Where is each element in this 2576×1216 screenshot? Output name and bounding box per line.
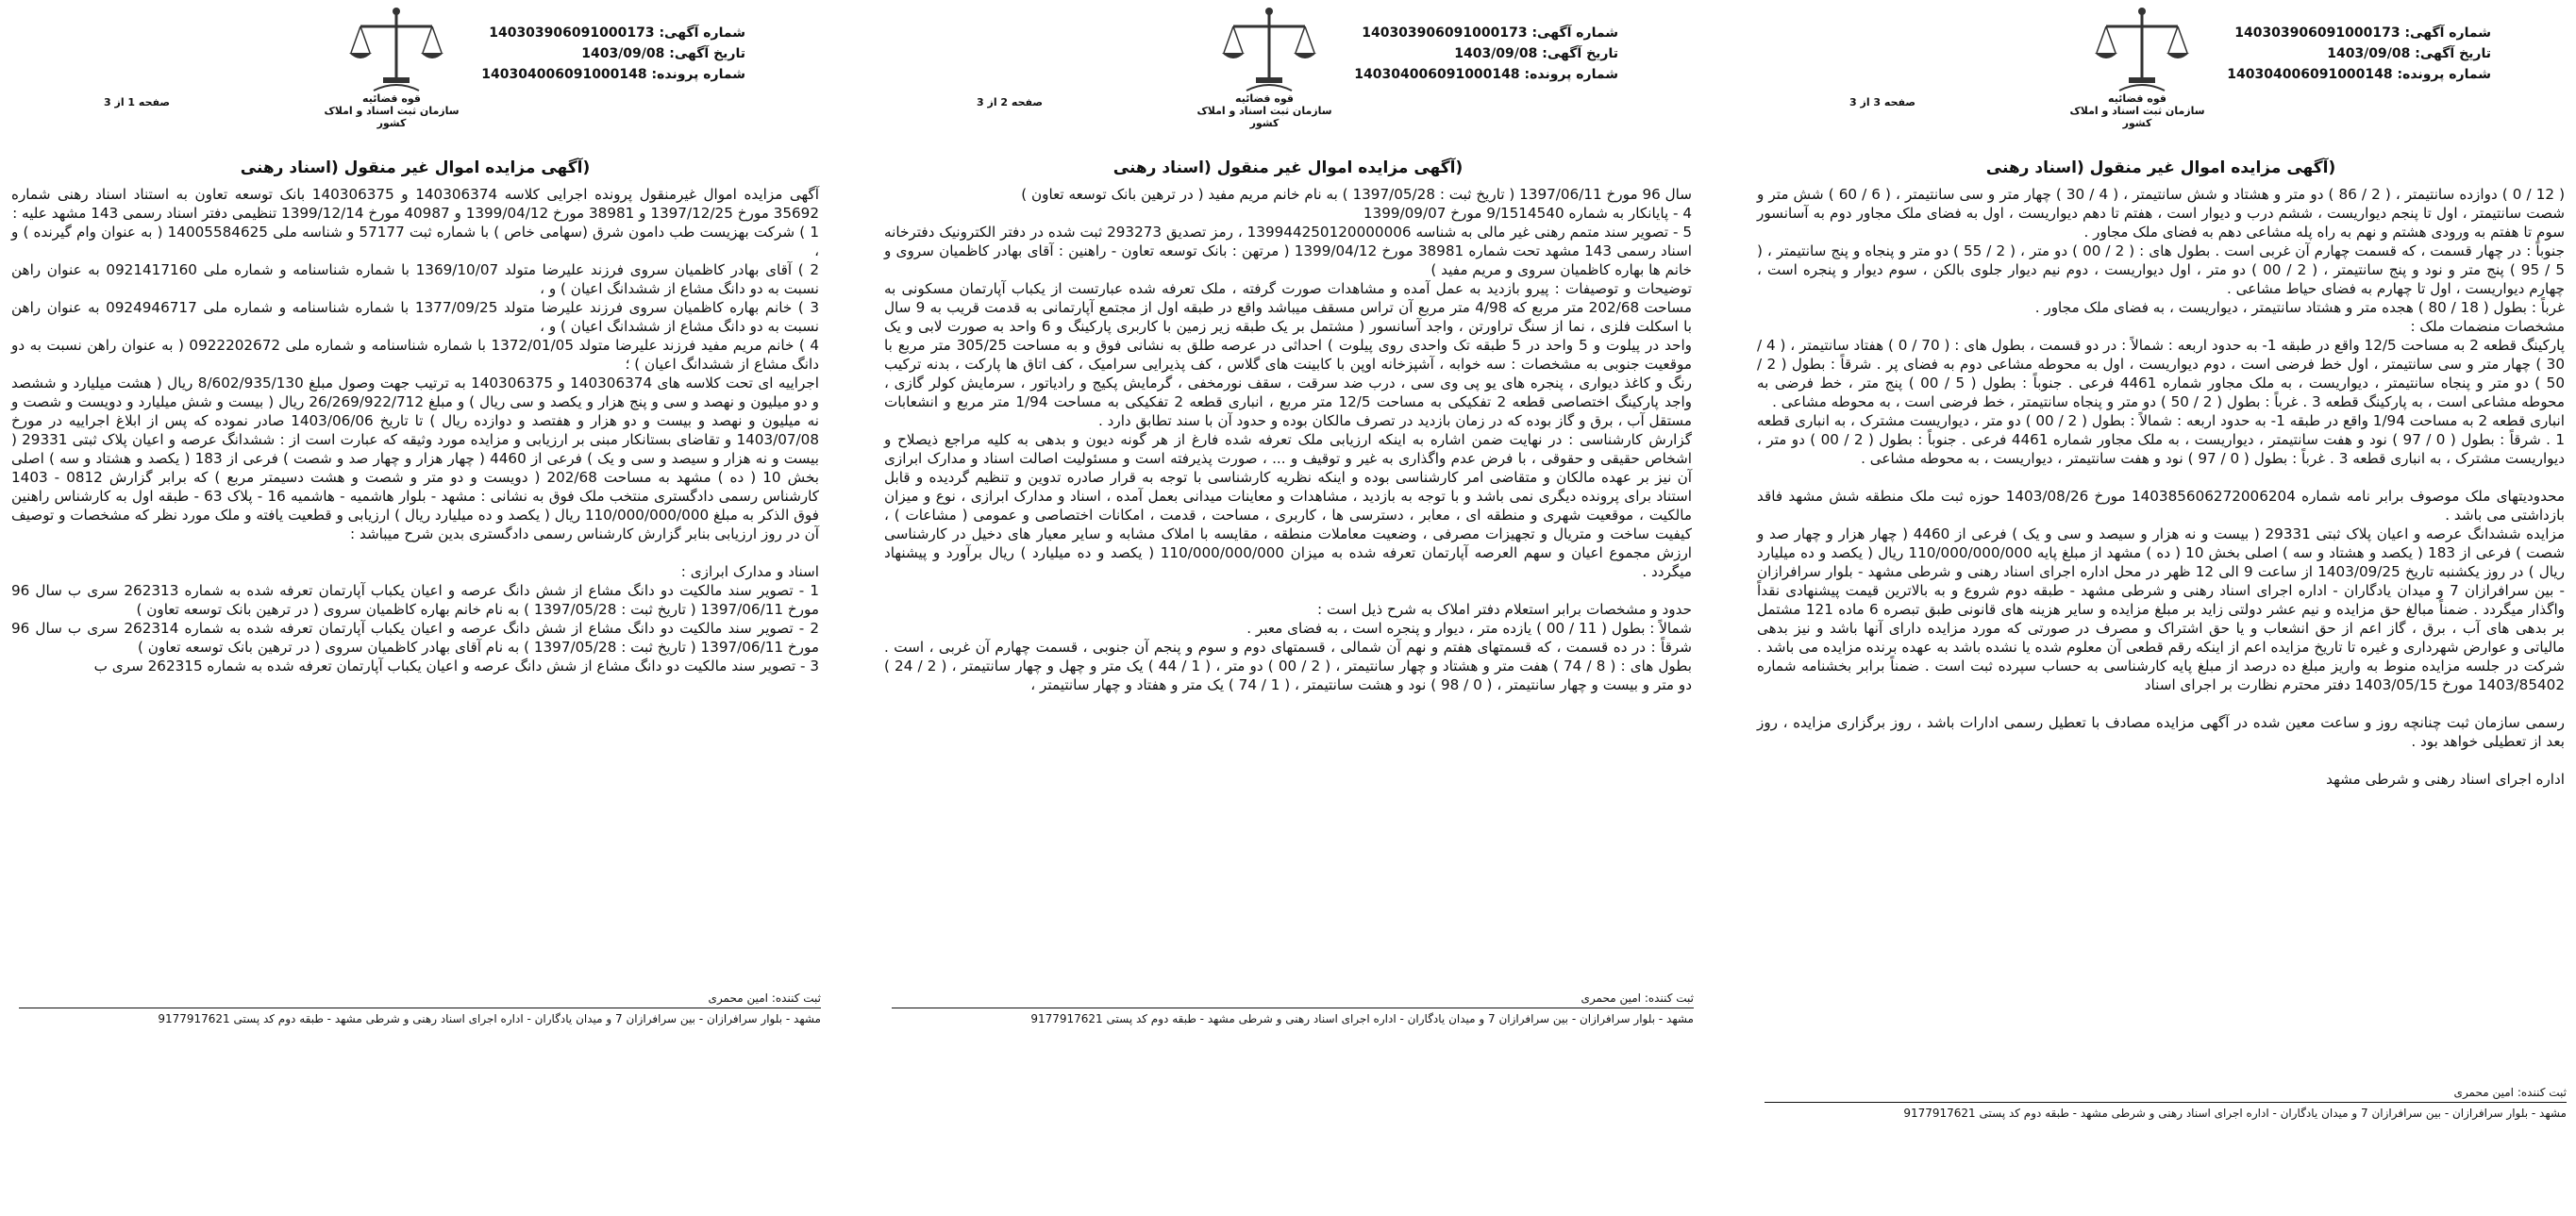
- page-number: صفحه 1 از 3: [104, 96, 171, 108]
- footer-address: مشهد - بلوار سرافرازان - بین سرافرازان 7 و میدان یادگاران - اداره اجرای اسناد رهنی و شرطی مشهد - طبقه دوم کد پستی 9177917621: [158, 1012, 821, 1025]
- org-name: قوه قضائیه سازمان ثبت اسناد و املاک کشور: [2069, 92, 2205, 129]
- paragraph: 1 ) شرکت بهزیست طب دامون شرق (سهامی خاص ) با شماره ثبت 57177 و شناسه ملی 14005584625 ( به عنوان وام گیرنده ) و ،: [11, 224, 819, 259]
- paragraph: 4 ) خانم مریم مفید فرزند علیرضا متولد 1372/01/05 با شماره شناسنامه و شماره ملی 0922202672 ( به عنوان راهن نسبت به دو دانگ مشاع از ششدانگ اعیان ) ؛: [11, 337, 819, 373]
- file-number-label: شماره پرونده:: [1524, 67, 1618, 82]
- paragraph: رسمی سازمان ثبت چنانچه روز و ساعت معین شده در آگهی مزایده مصادف با تعطیل رسمی ادارات باشد ، روز برگزاری مزایده ، روز بعد از تعطیلی خواهد بود .: [1757, 714, 2565, 750]
- paragraph: 2 - تصویر سند مالکیت دو دانگ مشاع از شش دانگ عرصه و اعیان یکباب آپارتمان تعرفه شده به شماره 262314 سری ب سال 96 مورخ 1397/06/11 ( تاریخ ثبت : 1397/05/28 ) به نام آقای بهادر کاظمیان سروی ( در ترهین بانک توسعه تعاون ): [11, 620, 819, 656]
- notice-date: 1403/09/08: [1454, 46, 1538, 61]
- paragraph: 3 - تصویر سند مالکیت دو دانگ مشاع از شش دانگ عرصه و اعیان یکباب آپارتمان تعرفه شده به شماره 262315 سری ب: [93, 658, 819, 675]
- signer: ثبت کننده: امین محمری: [2453, 1086, 2567, 1099]
- paragraph: سال 96 مورخ 1397/06/11 ( تاریخ ثبت : 1397/05/28 ) به نام خانم مریم مفید ( در ترهین بانک توسعه تعاون ): [1021, 186, 1692, 203]
- notice-body: [11, 185, 819, 675]
- signer-name: امین محمری: [2453, 1086, 2515, 1099]
- notice-date: 1403/09/08: [581, 46, 665, 61]
- page-header: [1746, 0, 2576, 142]
- notice-title: (آگهی مزایده اموال غیر منقول (اسناد رهنی: [1985, 158, 2336, 177]
- notice-number: 140303906091000173: [1362, 25, 1528, 41]
- paragraph: شمالاً : بطول ( 11 / 00 ) یازده متر ، دیوار و پنجره است ، به فضای معبر .: [1246, 620, 1692, 637]
- page-number: صفحه 2 از 3: [977, 96, 1044, 108]
- notice-page-2: [873, 0, 1703, 1216]
- notice-number-label: شماره آگهی:: [659, 25, 745, 41]
- page-header: [0, 0, 830, 142]
- signer: ثبت کننده: امین محمری: [708, 991, 821, 1005]
- page-number: صفحه 3 از 3: [1849, 96, 1916, 108]
- footer-divider: [1765, 1102, 2567, 1103]
- paragraph: اجراییه ای تحت کلاسه های 140306374 و 140306375 به ترتیب جهت وصول مبلغ 8/602/935/130 ریال ( هشت میلیارد و ششصد و دو میلیون و نهصد و سی و پنج هزار و یکصد و سی ریال ) و مبلغ 26/269/922/712 ریال ( بیست و شش میلیارد و دویست و شصت و نه میلیون و نهصد و بیست و دو هزار و هفتصد و دوازده ریال ) تا تاریخ 1403/06/06 صادر نموده که پس از ابلاغ اجراییه در مورخ 1403/07/08 و تقاضای بستانکار مبنی بر ارزیابی و مزایده مورد وثیقه که عبارت است از : ششدانگ عرصه و اعیان پلاک ثبتی 29331 ( بیست و نه هزار و سیصد و سی و یک ) فرعی از 4460 ( چهار هزار و چهار صد و شصت ) فرعی از 183 ( یکصد و هشتاد و سه ) اصلی بخش 10 ( ده ) مشهد به مساحت 202/68 ( دویست و دو متر و شصت و هشت دسیمتر مربع ) که برابر گزارش 0812 - 1403 کارشناس رسمی دادگستری منتخب ملک فوق به نشانی : مشهد - بلوار هاشمیه - هاشمیه 16 - پلاک 63 - طبقه اول به کارشناس راهنین فوق الذکر به مبلغ 110/000/000/000 ریال ( یکصد و ده میلیارد ریال ) ارزیابی و قطعیت یافته و ملک مورد نظر که مشخصات و توصیف آن در روز ارزیابی بنابر گزارش کارشناس رسمی دادگستری بدین شرح میباشد :: [11, 375, 819, 542]
- paragraph: جنوباً : در چهار قسمت ، که قسمت چهارم آن غربی است . بطول های : ( 2 / 00 ) دو متر ، ( 2 / 55 ) دو متر و پنجاه و پنج سانتیمتر ، ( 5 / 95 ) پنج متر و نود و پنج سانتیمتر ، ( 2 / 00 ) دو متر ، اول دیواریست ، دوم نیم دیوار جلوی بالکن ، سوم دیوار و پنجره است ، چهارم دیواریست ، اول تا چهارم به فضای حیاط مشاعی .: [1757, 242, 2565, 297]
- notice-number-label: شماره آگهی:: [2404, 25, 2491, 41]
- notice-meta: [2170, 23, 2491, 85]
- notice-body: [1757, 185, 2565, 789]
- paragraph: غرباً : بطول ( 18 / 80 ) هجده متر و هشتاد سانتیمتر ، دیواریست ، به فضای ملک مجاور .: [2034, 299, 2565, 316]
- page-header: [873, 0, 1703, 142]
- paragraph: ( 12 / 0 ) دوازده سانتیمتر ، ( 2 / 86 ) دو متر و هشتاد و شش سانتیمتر ، ( 4 / 30 ) چهار متر و سی سانتیمتر ، ( 6 / 60 ) شش متر و شصت سانتیمتر ، اول تا پنجم دیواریست ، ششم درب و دیوار است ، هفتم تا دهم دیواریست ، اول به فضای ملک مجاور دوم به آسانسور سوم تا هفتم به ورودی هشتم و نهم به راه پله مشاعی دهم به فضای ملک مجاور .: [1757, 186, 2566, 241]
- paragraph: 3 ) خانم بهاره کاظمیان سروی فرزند علیرضا متولد 1377/09/25 با شماره شناسنامه و شماره ملی 0924946717 به عنوان راهن نسبت به دو دانگ مشاع از ششدانگ اعیان ) و ،: [11, 299, 820, 335]
- signer-name: امین محمری: [708, 991, 769, 1005]
- paragraph: 5 - تصویر سند متمم رهنی غیر مالی به شناسه 139944250120000006 ، رمز تصدیق 293273 ثبت شده در دفتر الکترونیک دفترخانه اسناد رسمی 143 مشهد تحت شماره 38981 مورخ 1399/04/12 ( مرتهن : بانک توسعه تعاون - راهنین : آقای بهادر کاظمیان سروی و خانم ها بهاره کاظمیان سروی و مریم مفید ): [884, 224, 1693, 278]
- notice-date: 1403/09/08: [2327, 46, 2411, 61]
- notice-title: (آگهی مزایده اموال غیر منقول (اسناد رهنی: [1112, 158, 1464, 177]
- paragraph: گزارش کارشناسی : در نهایت ضمن اشاره به اینکه ارزیابی ملک تعرفه شده فارغ از هر گونه دیون و بدهی به کلیه مراجع ذیصلاح و اشخاص حقیقی و حقوقی ، با فرض عدم واگذاری به غیر و توقیف و ... ، صورت پذیرفته است و مسئولیت اصالت اسناد و مدارک ابرازی آن نیز بر عهده مالکان و متقاضی امر کارشناسی بوده و اینکه نظریه کارشناسی با توجه به قرار صادره تدوین و تنظیم گردیده و قابل استناد برای پرونده دیگری نمی باشد و با توجه به بازدید ، مشاهدات و معاینات میدانی بعمل آمده ، اسناد و مدارک ابرازی ، نوع و میزان مالکیت ، موقعیت شهری و منطقه ای ، معابر ، دسترسی ها ، کاربری ، مساحت ، قدمت ، امکانات اختصاصی و عمومی ( مشاعات ) ، کیفیت ساخت و متریال و تجهیزات مصرفی ، وضعیت معاملات منطقه ، مقایسه با املاک مشابه و سایر معیار های دخیل در کارشناسی ارزش مجموع اعیان و سهم العرصه آپارتمان تعرفه شده به میزان 110/000/000/000 ( یکصد و ده میلیارد ) ریال برآورد و پیشنهاد میگردد .: [884, 431, 1693, 580]
- file-number: 140304006091000148: [1354, 67, 1520, 82]
- notice-meta: [425, 23, 745, 85]
- file-number-label: شماره پرونده:: [651, 67, 745, 82]
- notice-date-label: تاریخ آگهی:: [2415, 46, 2491, 61]
- paragraph: آگهی مزایده اموال غیرمنقول پرونده اجرایی کلاسه 140306374 و 140306375 بانک توسعه تعاون به استناد اسناد رهنی شماره 35692 مورخ 1397/12/25 و 38981 مورخ 1399/04/12 و 40987 مورخ 1399/12/14 تنظیمی دفتر اسناد رسمی 143 مشهد علیه :: [11, 186, 819, 222]
- paragraph: اداره اجرای اسناد رهنی و شرطی مشهد: [2326, 771, 2565, 788]
- notice-meta: [1297, 23, 1618, 85]
- notice-number: 140303906091000173: [489, 25, 655, 41]
- file-number: 140304006091000148: [481, 67, 647, 82]
- footer-address: مشهد - بلوار سرافرازان - بین سرافرازان 7 و میدان یادگاران - اداره اجرای اسناد رهنی و شرطی مشهد - طبقه دوم کد پستی 9177917621: [1030, 1012, 1694, 1025]
- paragraph: انباری قطعه 2 به مساحت 1/94 واقع در طبقه 1- به حدود اربعه : شمالاً : بطول ( 2 / 00 ) دو متر ، دیواریست مشترک ، به انباری قطعه 1 . شرقاً : بطول ( 0 / 97 ) نود و هفت سانتیمتر ، دیواریست ، به ملک مجاور شماره 4461 فرعی . جنوباً : بطول ( 2 / 00 ) دو متر ، دیواریست مشترک ، به انباری قطعه 3 . غرباً : بطول ( 0 / 97 ) نود و هفت سانتیمتر ، دیواریست ، به محوطه مشاعی .: [1757, 412, 2565, 467]
- paragraph: اسناد و مدارک ابرازی :: [680, 563, 819, 580]
- paragraph: شرقاً : در ده قسمت ، که قسمتهای هفتم و نهم آن شمالی ، قسمتهای دوم و سوم و پنجم آن جنوبی ، قسمت چهارم آن غربی ، است . بطول های : ( 8 / 74 ) هفت متر و هشتاد و چهار سانتیمتر ، ( 2 / 00 ) دو متر ، ( 1 / 44 ) یک متر و چهل و چهار سانتیمتر ، ( 2 / 24 ) دو متر و بیست و چهار سانتیمتر ، ( 0 / 98 ) نود و هشت سانتیمتر ، ( 1 / 74 ) یک متر و هفتاد و چهار سانتیمتر ،: [884, 639, 1692, 693]
- paragraph: مزایده ششدانگ عرصه و اعیان پلاک ثبتی 29331 ( بیست و نه هزار و سیصد و سی و یک ) فرعی از 4460 ( چهار هزار و چهار صد و شصت ) فرعی از 183 ( یکصد و هشتاد و سه ) اصلی بخش 10 ( ده ) مشهد از مبلغ پایه 110/000/000/000 ریال ( یکصد و ده میلیارد ریال ) در روز یکشنبه تاریخ 1403/09/25 از ساعت 9 الی 12 ظهر در محل اداره اجرای اسناد رهنی و شرطی مشهد - بلوار سرافرازان - بین سرافرازان 7 و میدان یادگاران - اداره اجرای اسناد رهنی و شرطی مشهد - طبقه دوم شروع و به بالاترین قیمت پیشنهادی نقداً واگذار میگردد . ضمناً مبالغ حق مزایده و نیم عشر دولتی زاید بر مبلغ مزایده و سایر هزینه های قانونی طبق تبصره 6 ماده 121 مشتمل بر بدهی های آب ، برق ، گاز اعم از حق انشعاب و یا حق اشتراک و مصرف در صورتی که مورد مزایده دارای آنها باشد و نیز بدهی مالیاتی و عوارض شهرداری و غیره تا تاریخ مزایده اعم از اینکه رقم قطعی آن معلوم شده یا نشده باشد به عهده برنده مزایده می باشد . شرکت در جلسه مزایده منوط به واریز مبلغ ده درصد از مبلغ پایه کارشناسی به حساب سپرده ثبت است . ضمناً برابر بخشنامه شماره 1403/85402 مورخ 1403/05/15 دفتر محترم نظارت بر اجرای اسناد: [1757, 525, 2565, 693]
- paragraph: 2 ) آقای بهادر کاظمیان سروی فرزند علیرضا متولد 1369/10/07 با شماره شناسنامه و شماره ملی 0921417160 به عنوان راهن نسبت به دو دانگ مشاع از ششدانگ اعیان ) و ،: [11, 261, 819, 297]
- signer: ثبت کننده: امین محمری: [1581, 991, 1694, 1005]
- notice-body: [884, 185, 1692, 694]
- paragraph: 4 - پایانکار به شماره 9/1514540 مورخ 1399/09/07: [1363, 205, 1692, 222]
- paragraph: محدودیتهای ملک موصوف برابر نامه شماره 140385606272006204 مورخ 1403/08/26 حوزه ثبت ملک منطقه شش مشهد فاقد بازداشتی می باشد .: [1757, 488, 2566, 524]
- paragraph: حدود و مشخصات برابر استعلام دفتر املاک به شرح ذیل است :: [1317, 601, 1692, 618]
- notice-date-label: تاریخ آگهی:: [1542, 46, 1618, 61]
- footer-address: مشهد - بلوار سرافرازان - بین سرافرازان 7 و میدان یادگاران - اداره اجرای اسناد رهنی و شرطی مشهد - طبقه دوم کد پستی 9177917621: [1903, 1107, 2567, 1120]
- paragraph: 1 - تصویر سند مالکیت دو دانگ مشاع از شش دانگ عرصه و اعیان یکباب آپارتمان تعرفه شده به شماره 262313 سری ب سال 96 مورخ 1397/06/11 ( تاریخ ثبت : 1397/05/28 ) به نام خانم بهاره کاظمیان سروی ( در ترهین بانک توسعه تعاون ): [11, 582, 819, 618]
- file-number-label: شماره پرونده:: [2397, 67, 2491, 82]
- org-name: قوه قضائیه سازمان ثبت اسناد و املاک کشور: [324, 92, 460, 129]
- paragraph: مشخصات منضمات ملک :: [2410, 318, 2565, 335]
- notice-title: (آگهی مزایده اموال غیر منقول (اسناد رهنی: [240, 158, 591, 177]
- paragraph: توضیحات و توصیفات : پیرو بازدید به عمل آمده و مشاهدات صورت گرفته ، ملک تعرفه شده عبارتست از یکباب آپارتمان مسکونی به مساحت 202/68 متر مربع که 4/98 متر مربع آن تراس مسقف میباشد واقع در طبقه اول از مجتمع آپارتمانی به قدمت قریب به 9 سال با اسکلت فلزی ، نما از سنگ تراورتن ، واجد آسانسور ( مشتمل بر یک طبقه زیر زمین با کاربری پارکینگ و 6 واحد به صورت لابی و یک واحد در پیلوت و 5 واحد در 5 طبقه تک واحدی روی پیلوت ) احداثی در عرصه طلق به نشانی فوق و به مساحت 305/25 متر مربع با موقعیت جنوبی به مشخصات : سه خوابه ، آشپزخانه اوپن با کابینت های گلاس ، کف پذیرایی سرامیک ، کف اتاق ها پارکت ، بدنه ترکیب رنگ و کاغذ دیواری ، پنجره های یو پی وی سی ، درب ضد سرقت ، سقف نورمخفی ، گرمایش پکیج و رادیاتور ، سرمایش کولر گازی ، واجد پارکینگ اختصاصی قطعه 2 تفکیکی به مساحت 12/5 متر مربع ، انباری قطعه 2 تفکیکی به مساحت 1/94 متر مربع و انشعابات مستقل آب ، برق و گاز بوده که در زمان بازدید در تصرف مالکان بوده و حدود آن با سند تطابق دارد .: [884, 280, 1693, 429]
- file-number: 140304006091000148: [2227, 67, 2393, 82]
- org-name: قوه قضائیه سازمان ثبت اسناد و املاک کشور: [1196, 92, 1332, 129]
- paragraph: پارکینگ قطعه 2 به مساحت 12/5 واقع در طبقه 1- به حدود اربعه : شمالاً : در دو قسمت ، بطول های : ( 70 / 0 ) هفتاد سانتیمتر ، ( 4 / 30 ) چهار متر و سی سانتیمتر ، اول خط فرضی است ، دوم دیواریست ، اول به محوطه مشاعی دوم به فضای پر . شرقاً : بطول ( 2 / 50 ) دو متر و پنجاه سانتیمتر ، دیواریست ، به ملک مجاور شماره 4461 فرعی . جنوباً : بطول ( 5 / 00 ) پنج متر ، خط فرضی به محوطه مشاعی است ، به پارکینگ قطعه 3 . غرباً : بطول ( 2 / 50 ) دو متر و پنجاه سانتیمتر ، خط فرضی است ، به محوطه مشاعی .: [1757, 337, 2566, 410]
- signer-name: امین محمری: [1581, 991, 1642, 1005]
- notice-date-label: تاریخ آگهی:: [669, 46, 745, 61]
- notice-number-label: شماره آگهی:: [1531, 25, 1618, 41]
- notice-page-3: [1746, 0, 2576, 1216]
- notice-page-1: [0, 0, 830, 1216]
- notice-number: 140303906091000173: [2234, 25, 2400, 41]
